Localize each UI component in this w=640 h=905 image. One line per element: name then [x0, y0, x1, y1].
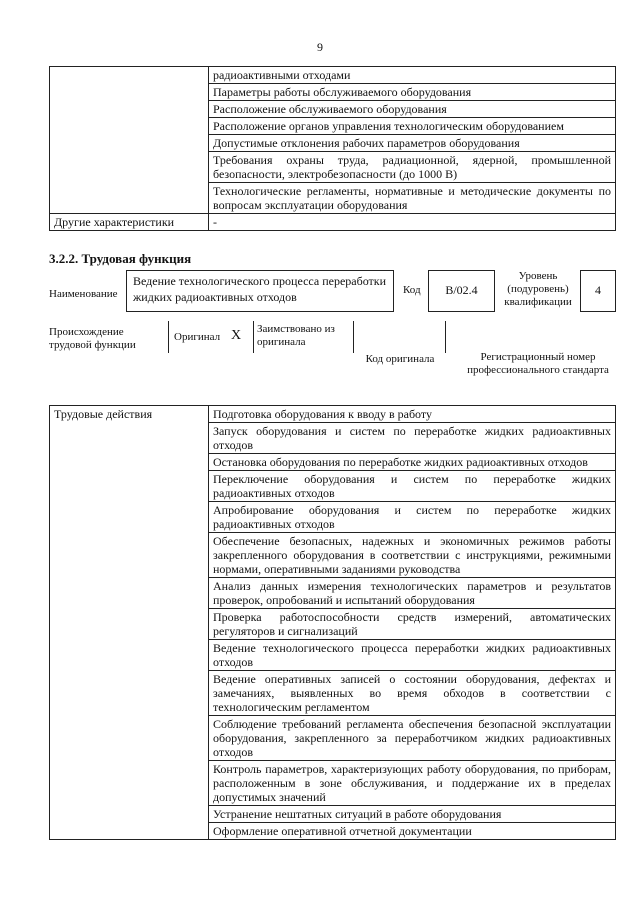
labor-action-item: Контроль параметров, характеризующих работу оборудования, по приборам, расположенным в зоне обслуживания, и поддержание их в пределах допустимых значений [209, 761, 616, 806]
labor-action-item: Соблюдение требований регламента обеспечения безопасной эксплуатации оборудования, закрепленного за переработчиком жидких радиоактивных отходов [209, 716, 616, 761]
original-label: Оригинал [174, 331, 221, 343]
labor-action-item: Апробирование оборудования и систем по переработке жидких радиоактивных отходов [209, 502, 616, 533]
borrowed-label: Заимствовано из оригинала [257, 323, 335, 348]
function-name-box [126, 270, 394, 312]
code-label: Код [403, 284, 421, 296]
reg-number-label: Регистрационный номер профессионального стандарта [467, 351, 609, 376]
labor-action-item: Ведение оперативных записей о состоянии оборудования, дефектах и замечаниях, выявленных во время обходов в соответствии с технологическим регламентом [209, 671, 616, 716]
knowledge-item: Расположение обслуживаемого оборудования [209, 101, 616, 118]
labor-actions-label: Трудовые действия [50, 406, 209, 840]
level-value-box [580, 270, 616, 312]
name-label: Наименование [49, 288, 118, 300]
labor-action-item: Анализ данных измерения технологических параметров и результатов проверок, опробований и испытаний оборудования [209, 578, 616, 609]
level-label: Уровень (подуровень) квалификации [504, 270, 572, 308]
function-name-value: Ведение технологического процесса переработки жидких радиоактивных отходов [133, 274, 387, 304]
labor-action-item: Устранение нештатных ситуаций в работе оборудования [209, 806, 616, 823]
labor-action-item: Остановка оборудования по переработке жидких радиоактивных отходов [209, 454, 616, 471]
origin-label: Происхождение трудовой функции [49, 326, 136, 351]
page-number: 9 [317, 40, 323, 54]
labor-action-item: Обеспечение безопасных, надежных и экономичных режимов работы закрепленного оборудования в соответствии с инструкциями, режимными нормами, оперативными заданиями руководства [209, 533, 616, 578]
labor-actions-table [49, 405, 616, 840]
original-cell [168, 321, 253, 353]
original-mark: X [231, 328, 242, 343]
knowledge-item: Параметры работы обслуживаемого оборудования [209, 84, 616, 101]
level-value: 4 [595, 283, 601, 297]
code-original-label: Код оригинала [365, 353, 435, 365]
code-original-cell [354, 321, 446, 353]
labor-action-item: Проверка работоспособности средств измерений, автоматических регуляторов и сигнализаций [209, 609, 616, 640]
knowledge-table [49, 66, 616, 231]
code-value-box [428, 270, 495, 312]
section-title: 3.2.2. Трудовая функция [49, 251, 192, 266]
labor-action-item: Ведение технологического процесса переработки жидких радиоактивных отходов [209, 640, 616, 671]
other-characteristics-label: Другие характеристики [50, 214, 209, 231]
labor-action-item: Оформление оперативной отчетной документации [209, 823, 616, 840]
code-value: B/02.4 [445, 283, 478, 297]
knowledge-item: Допустимые отклонения рабочих параметров оборудования [209, 135, 616, 152]
knowledge-item: Технологические регламенты, нормативные и методические документы по вопросам эксплуатации оборудования [209, 183, 616, 214]
knowledge-item: Расположение органов управления технологическим оборудованием [209, 118, 616, 135]
knowledge-label-cell [50, 67, 209, 214]
labor-action-item: Запуск оборудования и систем по переработке жидких радиоактивных отходов [209, 423, 616, 454]
knowledge-item: радиоактивными отходами [209, 67, 616, 84]
labor-action-item: Подготовка оборудования к вводу в работу [209, 406, 616, 423]
labor-action-item: Переключение оборудования и систем по переработке жидких радиоактивных отходов [209, 471, 616, 502]
reg-number-cell [446, 321, 616, 353]
knowledge-item: Требования охраны труда, радиационной, ядерной, промышленной безопасности, электробезопасности (до 1000 В) [209, 152, 616, 183]
other-characteristics-value: - [209, 214, 616, 231]
borrowed-cell [253, 321, 354, 353]
